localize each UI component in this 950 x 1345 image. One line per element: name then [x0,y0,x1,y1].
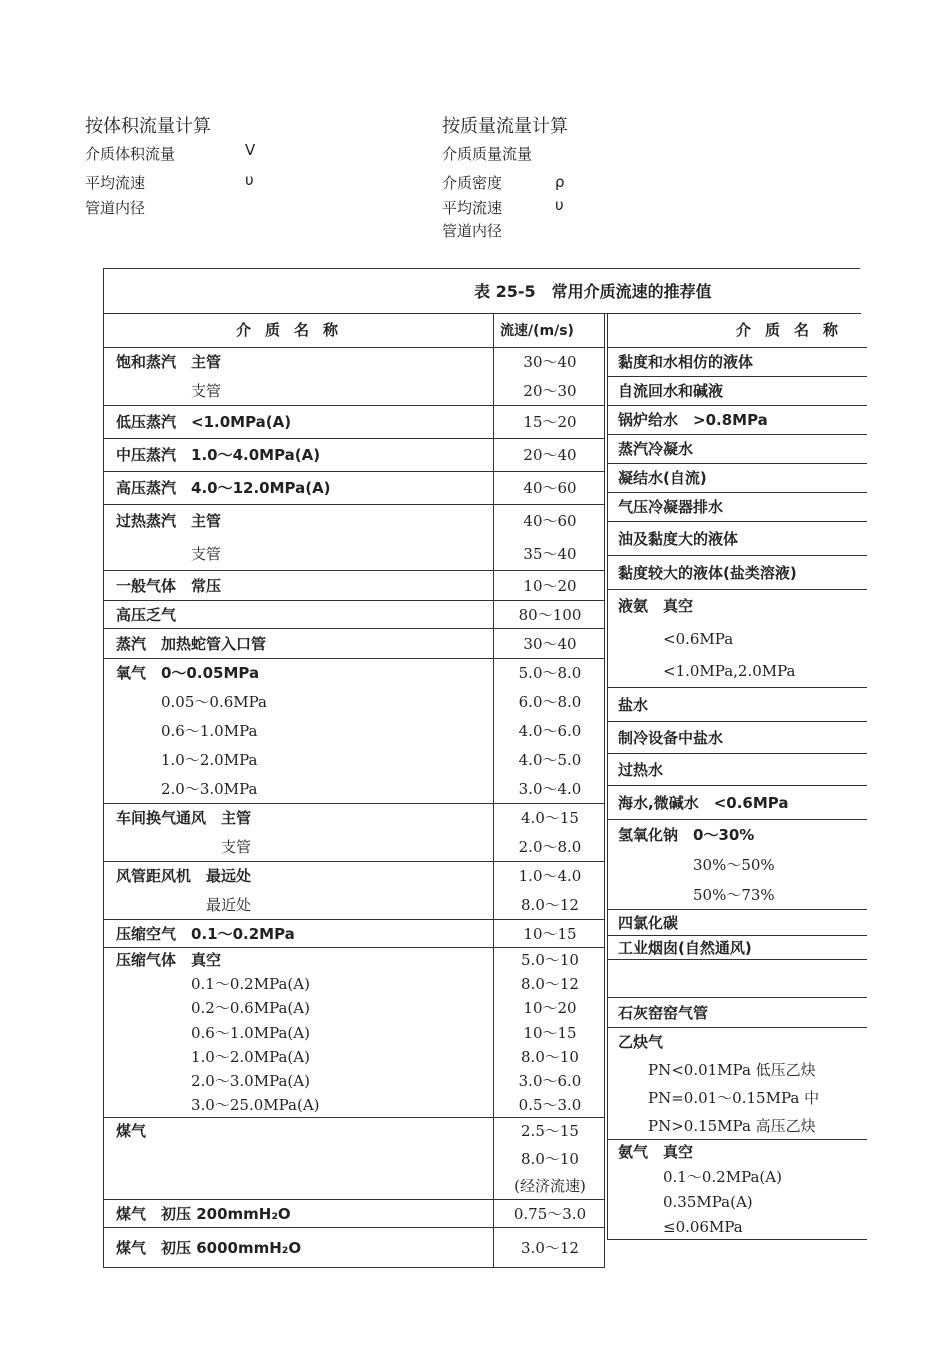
medium-name-text: 制冷设备中盐水 [618,728,724,747]
left-row-speed [493,1228,605,1268]
speed-value-text: 10～15 [523,924,577,943]
medium-name-text: 风管距风机 最远处 [116,867,252,885]
volume-heading: 按体积流量计算 [85,116,211,137]
medium-name-text: 油及黏度大的液体 [618,529,739,548]
medium-name-text: 1.0～2.0MPa(A) [116,1047,310,1066]
medium-name-text: 黏度较大的液体(盐类溶液) [618,563,797,582]
right-row-name [607,688,867,722]
right-row-name [607,406,867,435]
volume-flow-symbol: V [245,141,256,159]
speed-value-text: 6.0～8.0 [518,693,582,711]
medium-name-text: PN>0.15MPa 高压乙炔 [618,1116,816,1135]
left-row-speed [493,1118,605,1200]
right-row-name [607,910,867,936]
medium-name-text: 煤气 [116,1122,147,1141]
left-row-speed [493,439,605,472]
right-row-name [607,377,867,406]
right-row-name [607,936,867,960]
speed-value-text: 8.0～10 [521,1047,579,1066]
medium-name-text: 0.1～0.2MPa(A) [116,974,310,993]
right-row-name [607,820,867,910]
speed-value-text: 8.0～12 [521,896,579,914]
speed-value-text: 3.0～4.0 [518,780,582,798]
right-row-name [607,722,867,754]
speed-value-text: 10～20 [523,576,577,595]
medium-name-text: 支管 [116,382,222,400]
medium-name-text: 液氨 真空 [618,596,694,615]
speed-value-text: 10～15 [523,1023,577,1042]
speed-value-text: 30～40 [523,634,577,653]
medium-name-text: 高压乏气 [116,605,177,624]
left-row-name [103,629,493,659]
avg-velocity-symbol: υ [245,171,254,189]
right-row-name [607,960,867,998]
right-row-name [607,998,867,1028]
speed-value-text: 20～30 [523,382,577,400]
medium-name-text: 自流回水和碱液 [618,382,724,400]
speed-value-text: 20～40 [523,446,577,464]
medium-name-text: 中压蒸汽 1.0～4.0MPa(A) [116,446,321,464]
medium-name-text: 四氯化碳 [618,913,679,932]
right-row-name [607,493,867,522]
left-row-speed [493,920,605,948]
medium-name-text: ≤0.06MPa [618,1218,743,1236]
speed-value-text: 2.5～15 [521,1122,579,1141]
left-row-speed [493,571,605,601]
left-row-name [103,348,493,406]
medium-name-text: PN<0.01MPa 低压乙炔 [618,1060,816,1079]
left-row-speed [493,948,605,1118]
speed-value-text: 4.0～6.0 [518,722,582,740]
left-row-name [103,472,493,505]
speed-value-text: 35～40 [523,545,577,563]
medium-name-text: 低压蒸汽 <1.0MPa(A) [116,413,292,431]
medium-name-text: 氢氧化钠 0～30% [618,825,755,844]
medium-name-text: 车间换气通风 主管 [116,809,252,827]
right-row-name [607,590,867,688]
speed-value-text: 8.0～12 [521,974,579,993]
medium-name-text: <1.0MPa,2.0MPa [618,662,796,681]
medium-name-text: 煤气 初压 200mmH₂O [116,1204,291,1223]
right-row-name [607,464,867,493]
table-title: 表 25-5 常用介质流速的推荐值 [474,282,712,301]
right-row-name [607,348,867,377]
mass-heading: 按质量流量计算 [442,116,568,137]
left-row-name [103,862,493,920]
medium-name-text: 0.6～1.0MPa(A) [116,1023,310,1042]
medium-name-text: 过热蒸汽 主管 [116,512,222,530]
right-row-name [607,1140,867,1240]
medium-name-text: 盐水 [618,695,649,714]
medium-name-text: 饱和蒸汽 主管 [116,353,222,371]
speed-value-text: 40～60 [523,512,577,530]
medium-name-text: 高压蒸汽 4.0～12.0MPa(A) [116,479,331,497]
medium-name-text: 0.6～1.0MPa [116,722,258,740]
medium-name-text: 0.2～0.6MPa(A) [116,999,310,1018]
left-row-name [103,601,493,629]
right-row-name [607,556,867,590]
header-right-name: 介质名称 [607,313,867,348]
medium-name-text: 30%～50% [618,855,775,874]
medium-name-text: 海水,微碱水 <0.6MPa [618,793,789,812]
speed-value-text: 80～100 [518,605,582,624]
density-label: 介质密度 [442,174,503,192]
left-row-speed [493,629,605,659]
medium-name-text: 支管 [116,545,222,563]
medium-name-text: 蒸汽冷凝水 [618,440,694,458]
left-row-name [103,1200,493,1228]
right-row-name [607,522,867,556]
medium-name-text: 石灰窑窑气管 [618,1003,709,1022]
medium-name-text: 氧气 0～0.05MPa [116,664,260,682]
medium-name-text: 气压冷凝器排水 [618,498,724,516]
speed-value-text: 3.0～6.0 [518,1072,582,1091]
medium-name-text: 最近处 [116,896,252,914]
avg-velocity-label: 平均流速 [85,174,146,192]
left-row-name [103,571,493,601]
right-row-name [607,1028,867,1140]
left-row-speed [493,1200,605,1228]
speed-value-text: 0.5～3.0 [518,1096,582,1115]
left-row-name [103,1118,493,1200]
left-row-speed [493,862,605,920]
speed-value-text: 5.0～10 [521,950,579,969]
left-row-name [103,920,493,948]
right-row-name [607,754,867,786]
table-title-row [103,269,861,314]
medium-name-text: 2.0～3.0MPa(A) [116,1072,310,1091]
medium-name-text: 锅炉给水 >0.8MPa [618,411,768,429]
left-row-name [103,948,493,1118]
medium-name-text: PN=0.01～0.15MPa 中 [618,1088,820,1107]
speed-value-text: 2.0～8.0 [518,838,582,856]
speed-value-text: 15～20 [523,413,577,431]
medium-name-text: 黏度和水相仿的液体 [618,353,754,371]
density-symbol: ρ [555,173,565,191]
medium-name-text: 乙炔气 [618,1032,664,1051]
left-row-speed [493,804,605,862]
medium-name-text: 1.0～2.0MPa [116,751,258,769]
left-row-speed [493,659,605,804]
left-row-name [103,505,493,571]
speed-value-text: 8.0～10 [521,1149,579,1168]
left-row-name [103,439,493,472]
speed-value-text: (经济流速) [514,1176,586,1195]
mass-avg-velocity-label: 平均流速 [442,199,503,217]
medium-name-text: 过热水 [618,760,664,779]
medium-name-text: 一般气体 常压 [116,576,222,595]
mass-flow-label: 介质质量流量 [442,145,533,163]
left-row-speed [493,406,605,439]
medium-name-text: 凝结水(自流) [618,469,707,487]
speed-value-text: 0.75～3.0 [513,1204,587,1223]
medium-name-text: 0.05～0.6MPa [116,693,267,711]
medium-name-text: 50%～73% [618,885,775,904]
left-row-name [103,1228,493,1268]
medium-name-text: 压缩空气 0.1～0.2MPa [116,924,295,943]
medium-name-text: 蒸汽 加热蛇管入口管 [116,634,267,653]
speed-value-text: 1.0～4.0 [518,867,582,885]
header-left-speed: 流速/(m/s) [493,313,605,348]
right-row-name [607,435,867,464]
left-row-speed [493,472,605,505]
medium-name-text: 3.0～25.0MPa(A) [116,1096,320,1115]
medium-name-text: 压缩气体 真空 [116,950,222,969]
speed-value-text: 40～60 [523,479,577,497]
medium-name-text: 0.35MPa(A) [618,1193,753,1211]
speed-value-text: 4.0～15 [521,809,579,827]
speed-value-text: 10～20 [523,999,577,1018]
speed-value-text: 30～40 [523,353,577,371]
left-row-speed [493,601,605,629]
mass-avg-velocity-symbol: υ [555,196,564,214]
left-row-speed [493,348,605,406]
medium-name-text: 支管 [116,838,252,856]
medium-name-text: <0.6MPa [618,629,734,648]
volume-flow-label: 介质体积流量 [85,145,176,163]
flow-speed-table [103,268,860,1257]
medium-name-text: 煤气 初压 6000mmH₂O [116,1238,302,1257]
left-row-name [103,659,493,804]
medium-name-text: 0.1～0.2MPa(A) [618,1168,782,1186]
speed-value-text: 5.0～8.0 [518,664,582,682]
medium-name-text: 氨气 真空 [618,1143,694,1161]
medium-name-text: 2.0～3.0MPa [116,780,258,798]
header-left-name: 介质名称 [103,313,493,348]
left-row-speed [493,505,605,571]
left-row-name [103,406,493,439]
pipe-diameter-label: 管道内径 [85,199,146,217]
speed-value-text: 3.0～12 [521,1238,579,1257]
mass-pipe-diameter-label: 管道内径 [442,222,503,240]
speed-value-text: 4.0～5.0 [518,751,582,769]
right-row-name [607,786,867,820]
medium-name-text: 工业烟囱(自然通风) [618,938,752,957]
left-row-name [103,804,493,862]
